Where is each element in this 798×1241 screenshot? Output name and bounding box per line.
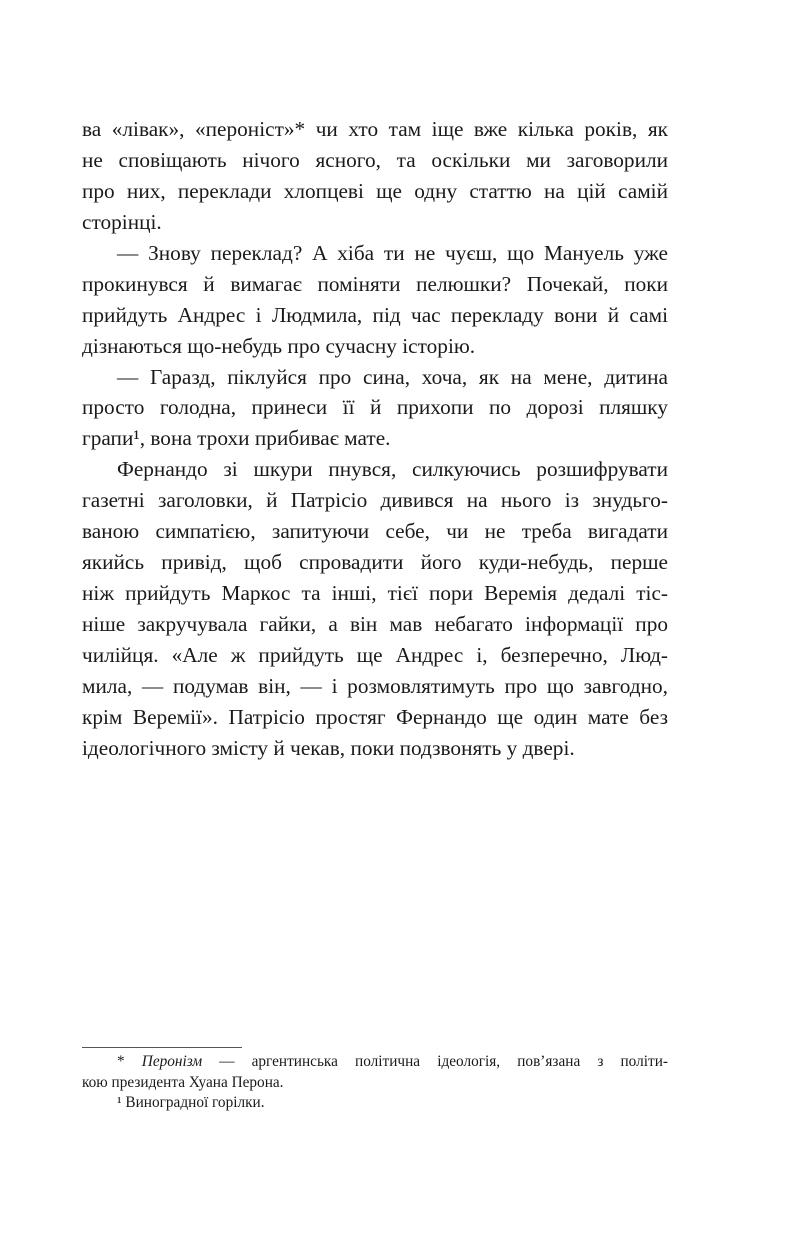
footnote-marker: * <box>117 1053 142 1070</box>
text-line-content: мила, — подумав він, — і розмовлятимуть про що завгодно, <box>82 673 668 698</box>
text-line-content: чилійця. «Але ж прийдуть ще Андрес і, безперечно, Люд- <box>82 642 668 667</box>
text-line <box>82 671 668 702</box>
text-line-content: дізнаються що-небудь про сучасну історію. <box>82 333 476 358</box>
text-line <box>82 176 668 207</box>
text-line <box>82 516 668 547</box>
text-line-content: якийсь привід, щоб спровадити його куди-небудь, перше <box>82 550 668 575</box>
footnote-separator <box>82 1047 242 1048</box>
text-line-content: про них, переклади хлопцеві ще одну статтю на цій самій <box>82 178 668 203</box>
text-line <box>82 145 668 176</box>
text-line <box>82 238 668 269</box>
footnote-1-line-1 <box>82 1052 668 1073</box>
text-line-content: сторінці. <box>82 209 162 234</box>
text-line-content: — Гаразд, піклуйся про сина, хоча, як на мене, дитина <box>117 364 668 389</box>
text-line <box>82 609 668 640</box>
text-line-content: ніше закручувала гайки, а він мав небагато інформації про <box>82 612 668 636</box>
footnote-1-line-2: кою президента Хуана Перона. <box>82 1073 284 1091</box>
text-line <box>82 733 668 764</box>
text-line-content: просто голодна, принеси її й прихопи по дорозі пляшку <box>82 395 668 420</box>
text-line <box>82 485 668 516</box>
text-line-content: не сповіщають нічого ясного, та оскільки ми заговорили <box>82 147 668 172</box>
text-line-content: Фернандо зі шкури пнувся, силкуючись розшифрувати <box>117 457 668 482</box>
text-line <box>82 640 668 671</box>
text-line-content: ва «лівак», «пероніст»* чи хто там іще вже кілька років, як <box>82 117 668 141</box>
text-line <box>82 392 668 423</box>
text-line-content: грапи¹, вона трохи прибиває мате. <box>82 426 391 451</box>
text-line <box>82 547 668 578</box>
footnote-2: ¹ Виноградної горілки. <box>117 1094 265 1111</box>
text-line <box>82 362 668 393</box>
text-line <box>82 269 668 300</box>
text-line-content: — Знову переклад? А хіба ти не чуєш, що Мануель уже <box>117 240 668 265</box>
text-line <box>82 207 668 238</box>
footnotes <box>82 1052 668 1114</box>
text-line <box>82 114 668 145</box>
text-line-content: газетні заголовки, й Патрісіо дивився на нього із знудьго- <box>82 488 668 513</box>
text-line-content: прокинувся й вимагає поміняти пелюшки? Почекай, поки <box>82 271 668 296</box>
text-line <box>82 300 668 331</box>
footnote-text: — аргентинська політична ідеологія, пов’язана з політи- <box>202 1053 668 1070</box>
text-line <box>82 454 668 485</box>
text-line <box>82 578 668 609</box>
text-line <box>82 423 668 454</box>
text-line-content: ваною симпатією, запитуючи себе, чи не треба вигадати <box>82 519 668 544</box>
text-line <box>82 331 668 362</box>
text-line <box>82 702 668 733</box>
main-text <box>82 114 668 764</box>
text-line-content: ніж прийдуть Маркос та інші, тієї пори Веремія дедалі тіс- <box>82 581 668 606</box>
text-line-content: ідеологічного змісту й чекав, поки подзвонять у двері. <box>82 735 575 760</box>
text-line-content: крім Веремії». Патрісіо простяг Фернандо ще один мате без <box>82 704 668 729</box>
footnote-term: Перонізм <box>141 1053 203 1070</box>
text-line-content: прийдуть Андрес і Людмила, під час перекладу вони й самі <box>82 302 668 327</box>
